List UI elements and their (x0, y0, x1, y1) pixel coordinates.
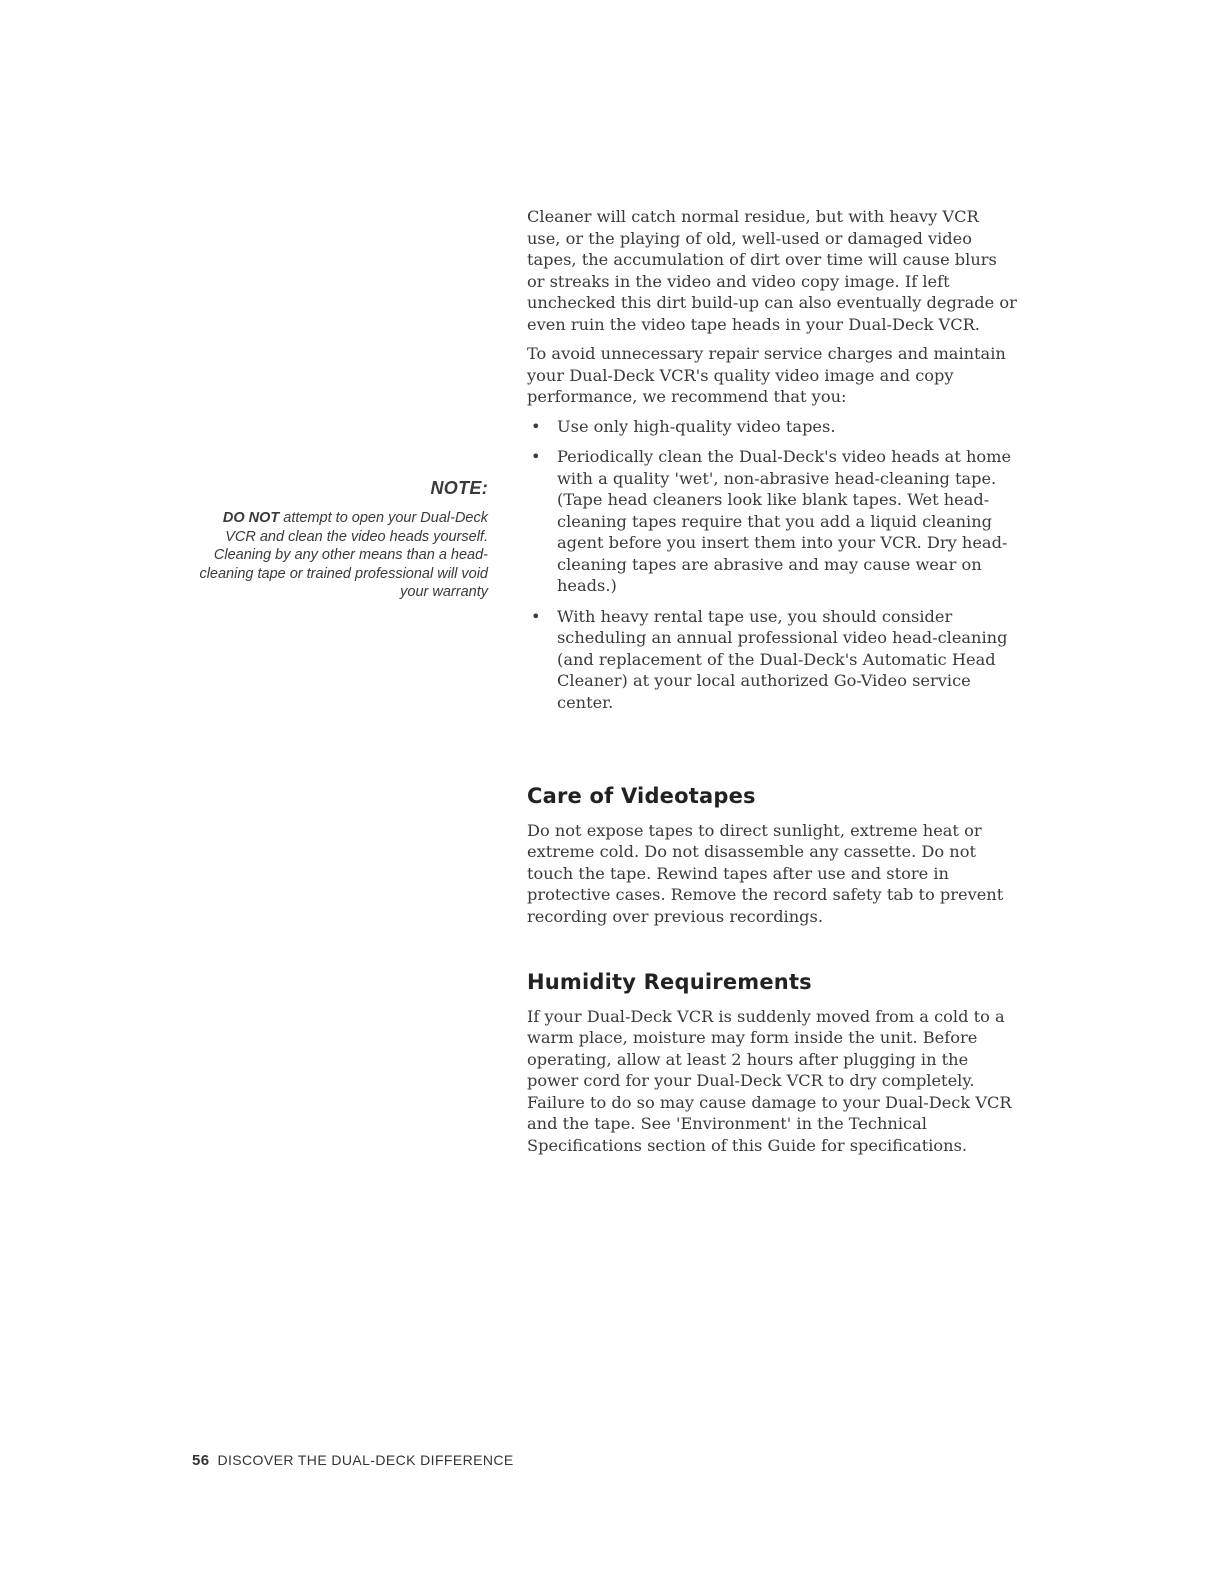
bullet-icon: • (531, 416, 541, 436)
footer-title: DISCOVER THE DUAL-DECK DIFFERENCE (217, 1452, 514, 1468)
humidity-heading: Humidity Requirements (527, 970, 812, 994)
list-item-text: Periodically clean the Dual-Deck's video heads at home with a quality 'wet', non-abrasive head-cleaning tape. (Tape head cleaners look like blank tapes. Wet head-cleaning tapes require that you add a liquid cleaning agent before you insert them into your VCR. Dry head-cleaning tapes are abrasive and may cause wear on heads.) (557, 447, 1012, 595)
page-footer (192, 1452, 514, 1469)
note-body: attempt to open your Dual-Deck VCR and clean the video heads yourself. Cleaning by any other means than a head-cleaning tape or trained professional will void your warranty (199, 510, 488, 600)
humidity-body: If your Dual-Deck VCR is suddenly moved from a cold to a warm place, moisture may form inside the unit. Before operating, allow at least 2 hours after plugging in the power cord for your Dual-Deck VCR to dry completely. Failure to do so may cause damage to your Dual-Deck VCR and the tape. See 'Environment' in the Technical Specifications section of this Guide for specifications. (527, 1006, 1012, 1155)
list-item (527, 446, 1017, 597)
list-item-text: With heavy rental tape use, you should consider scheduling an annual professional video head-cleaning (and replacement of the Dual-Deck's Automatic Head Cleaner) at your local authorized Go-Video service center. (557, 606, 1008, 712)
care-body: Do not expose tapes to direct sunlight, extreme heat or extreme cold. Do not disassemble any cassette. Do not touch the tape. Rewind tapes after use and store in protective cases. Remove the record safety tab to prevent recording over previous recordings. (527, 820, 1004, 926)
note-heading: NOTE: (430, 478, 488, 498)
humidity-section (527, 972, 1017, 1164)
list-item-text: Use only high-quality video tapes. (557, 416, 836, 436)
care-section (527, 786, 1017, 935)
paragraph-residue: Cleaner will catch normal residue, but with heavy VCR use, or the playing of old, well-used or damaged video tapes, the accumulation of dirt over time will cause blurs or streaks in the video and video copy image. If left unchecked this dirt build-up can also eventually degrade or even ruin the video tape heads in your Dual-Deck VCR. (527, 207, 1017, 334)
list-item (527, 416, 1017, 438)
recommendation-list (527, 416, 1017, 714)
list-item (527, 606, 1017, 714)
bullet-icon: • (531, 447, 541, 466)
page-number: 56 (192, 1452, 210, 1469)
paragraph-recommendation: To avoid unnecessary repair service charges and maintain your Dual-Deck VCR's quality video image and copy performance, we recommend that you: (527, 344, 1006, 406)
note-emphasis: DO NOT (222, 510, 280, 526)
main-content (527, 206, 1017, 722)
bullet-icon: • (531, 606, 541, 626)
note-body-text (190, 509, 488, 602)
warranty-note (190, 478, 488, 602)
care-heading: Care of Videotapes (527, 784, 756, 808)
